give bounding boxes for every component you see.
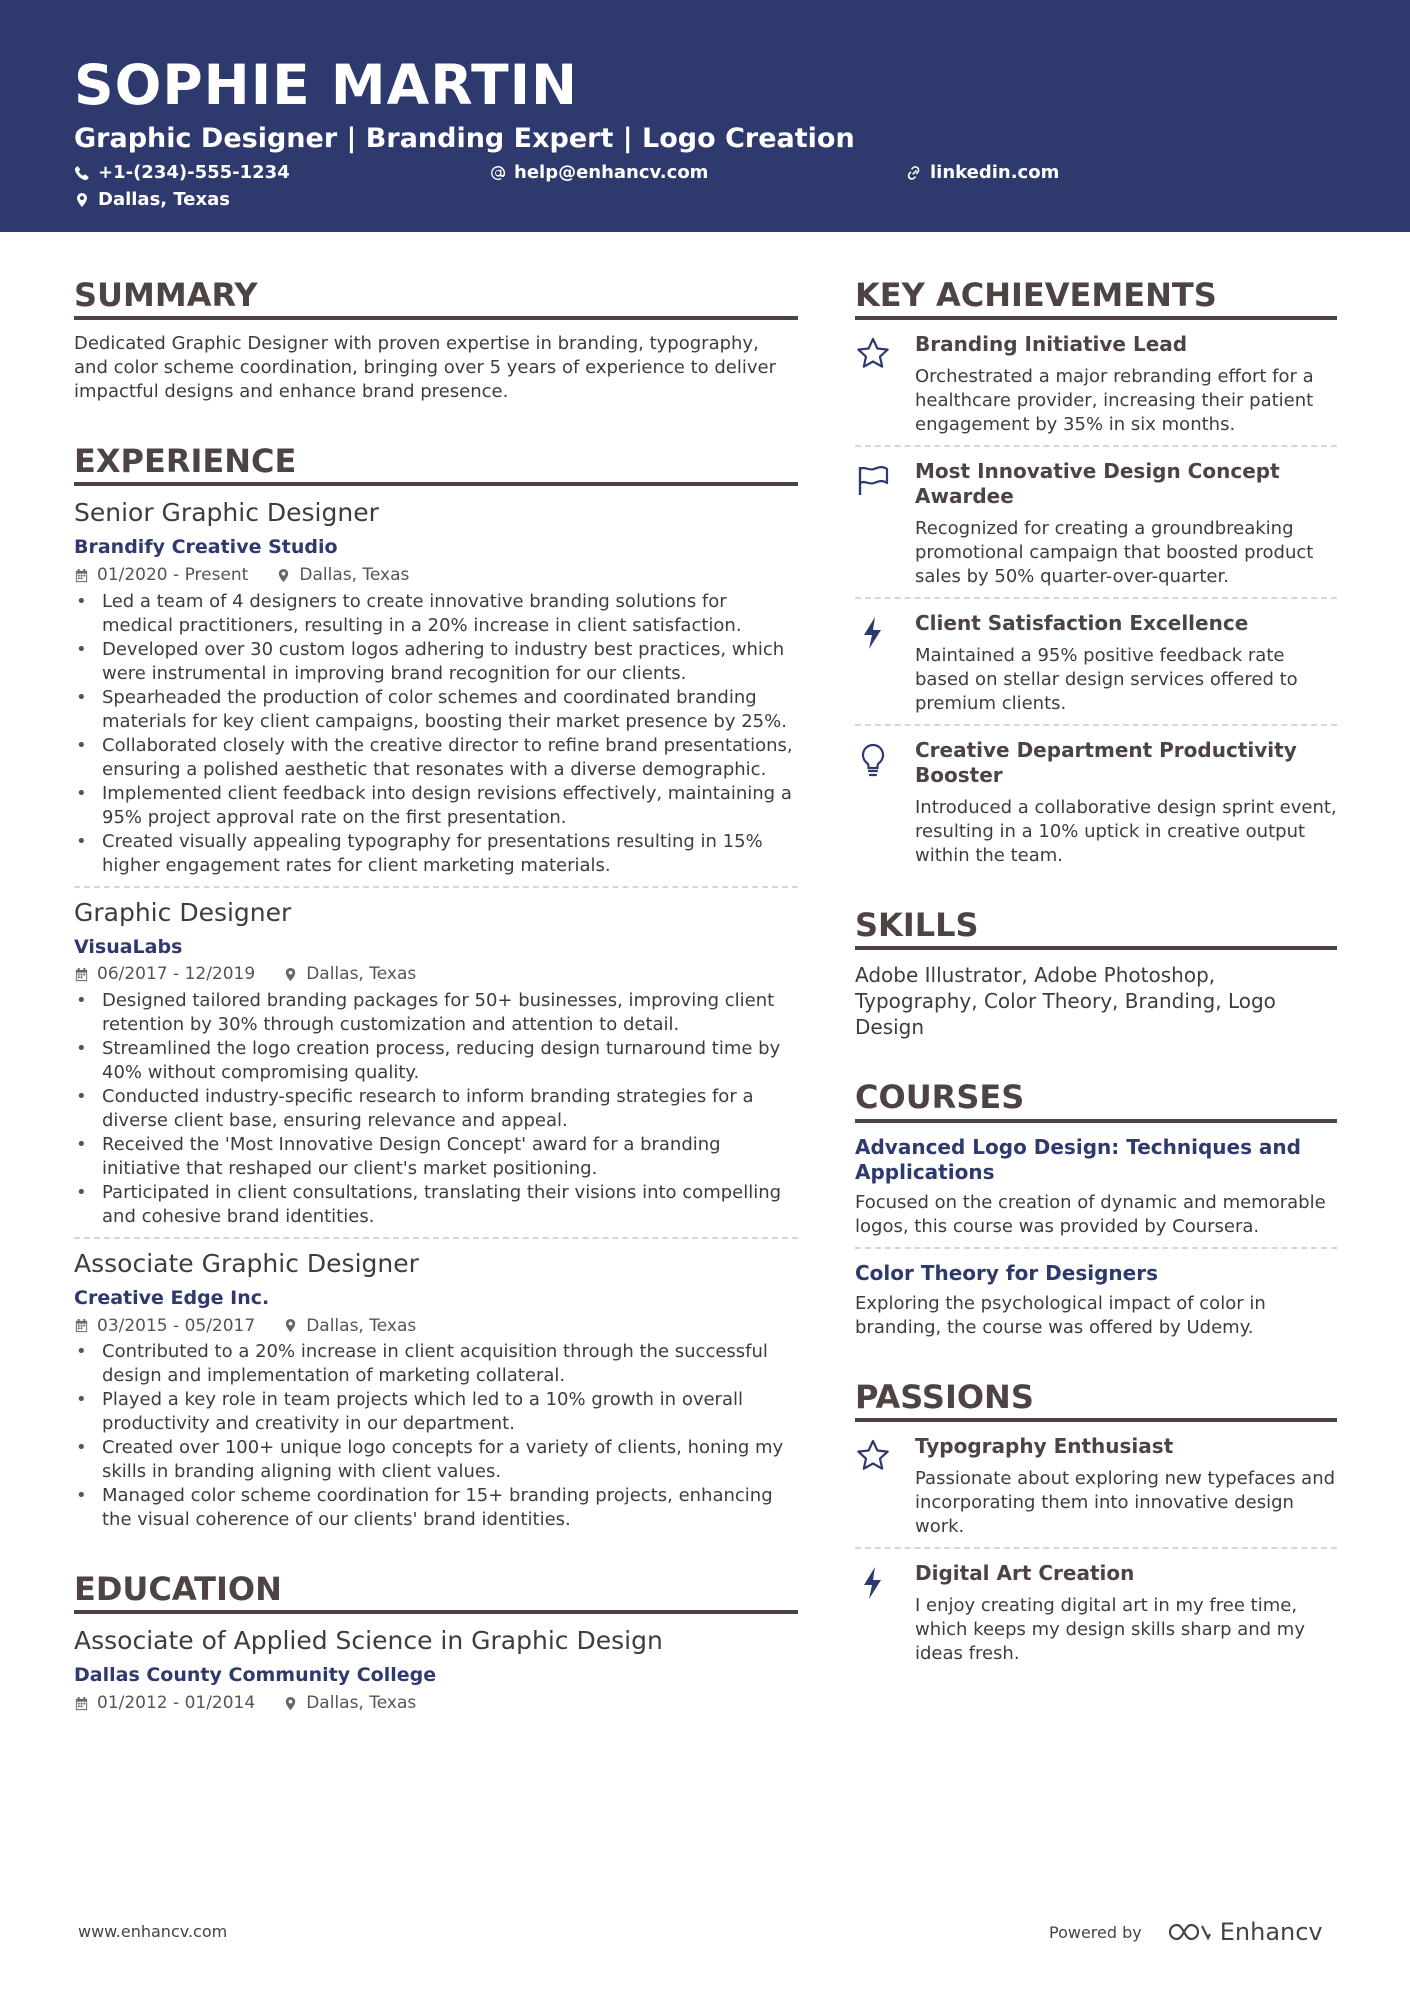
lightning-icon [855, 611, 897, 716]
bullet-item: • Developed over 30 custom logos adhering to industry best practices, which were instrumental in improving brand recognition for our clients. [74, 638, 798, 686]
job-meta [74, 565, 798, 585]
courses-section [855, 1080, 1337, 1339]
passion-desc: Passionate about exploring new typefaces and incorporating them into innovative design work. [915, 1467, 1336, 1537]
contact-link[interactable] [906, 164, 1059, 182]
experience-section [74, 444, 798, 1532]
bullet-item: • Streamlined the logo creation process, reducing design turnaround time by 40% without compromising quality. [74, 1037, 798, 1085]
entry-divider [855, 724, 1337, 726]
entry-divider [855, 445, 1337, 447]
left-column [74, 278, 798, 1717]
job-bullets [74, 989, 798, 1229]
location-pin-icon [276, 568, 291, 583]
job-dates [74, 964, 255, 984]
footer-brand [1049, 1918, 1323, 1946]
summary-section [74, 278, 798, 404]
job-location-text: Dallas, Texas [306, 964, 417, 985]
footer-website[interactable]: www.enhancv.com [78, 1922, 228, 1941]
bullet-item: • Contributed to a 20% increase in client acquisition through the successful design and implementation of marketing collateral. [74, 1340, 798, 1388]
company-name: VisuaLabs [74, 935, 183, 958]
job-location [276, 565, 409, 585]
resume-header [0, 0, 1410, 232]
job-location-text: Dallas, Texas [299, 565, 410, 586]
job-location-text: Dallas, Texas [306, 1315, 417, 1336]
experience-entry [74, 498, 798, 877]
section-title-experience: EXPERIENCE [74, 444, 798, 486]
achievement-item [855, 738, 1337, 868]
bullet-item: • Received the 'Most Innovative Design Concept' award for a branding initiative that reshaped our client's market positioning. [74, 1133, 798, 1181]
location-text: Dallas, Texas [98, 189, 230, 210]
bullet-item: • Participated in client consultations, translating their visions into compelling and cohesive brand identities. [74, 1181, 798, 1229]
achievement-item [855, 611, 1337, 716]
star-icon [855, 1434, 897, 1539]
company-name: Creative Edge Inc. [74, 1286, 270, 1309]
job-location [283, 1316, 416, 1336]
course-title: Color Theory for Designers [855, 1260, 1158, 1285]
flag-icon [855, 459, 897, 589]
location-pin-icon [74, 192, 90, 208]
email-text: help@enhancv.com [514, 162, 709, 183]
section-title-achievements: KEY ACHIEVEMENTS [855, 278, 1337, 320]
passion-title: Digital Art Creation [915, 1560, 1135, 1585]
at-icon [490, 165, 506, 181]
contact-phone[interactable] [74, 164, 290, 182]
bullet-item: • Created visually appealing typography for presentations resulting in 15% higher engagement rates for client marketing materials. [74, 830, 798, 878]
degree-title: Associate of Applied Science in Graphic Design [74, 1626, 663, 1656]
brand-logo[interactable] [1166, 1918, 1323, 1946]
bullet-item: • Spearheaded the production of color schemes and coordinated branding materials for key client campaigns, boosting their market presence by 25%. [74, 686, 798, 734]
company-name: Brandify Creative Studio [74, 536, 338, 559]
summary-text: Dedicated Graphic Designer with proven expertise in branding, typography, and color scheme coordination, bringing over 5 years of experience to deliver impactful designs and enhance brand presence. [74, 333, 776, 403]
job-dates-text: 06/2017 - 12/2019 [97, 964, 256, 985]
location-pin-icon [283, 1696, 298, 1711]
job-bullets [74, 1340, 798, 1532]
bullet-item: • Conducted industry-specific research to inform branding strategies for a diverse client base, ensuring relevance and appeal. [74, 1085, 798, 1133]
entry-divider [74, 886, 798, 888]
achievement-title: Branding Initiative Lead [915, 332, 1188, 357]
job-location [283, 964, 416, 984]
job-title: Senior Graphic Designer [74, 498, 379, 528]
candidate-headline: Graphic Designer | Branding Expert | Logo Creation [74, 123, 855, 154]
education-location [283, 1693, 416, 1713]
bullet-item: • Designed tailored branding packages for 50+ businesses, improving client retention by 30% through customization and attention to detail. [74, 989, 798, 1037]
enhancv-logo-icon [1166, 1920, 1212, 1944]
achievement-item [855, 332, 1337, 437]
education-meta [74, 1693, 798, 1713]
achievement-item [855, 459, 1337, 589]
education-section [74, 1569, 798, 1713]
skills-section [855, 908, 1337, 1040]
achievement-desc: Maintained a 95% positive feedback rate based on stellar design services offered to premium clients. [915, 645, 1298, 715]
calendar-icon [74, 967, 89, 982]
link-icon [906, 165, 922, 181]
achievement-title: Creative Department Productivity Booster [915, 738, 1297, 788]
section-title-courses: COURSES [855, 1080, 1337, 1122]
star-icon [855, 332, 897, 437]
contact-location [74, 191, 230, 209]
job-dates [74, 565, 248, 585]
location-pin-icon [283, 967, 298, 982]
lightbulb-icon [855, 738, 897, 868]
right-column [855, 278, 1337, 1666]
passion-title: Typography Enthusiast [915, 1433, 1174, 1458]
calendar-icon [74, 1696, 89, 1711]
course-item [855, 1261, 1337, 1340]
course-desc: Focused on the creation of dynamic and memorable logos, this course was provided by Coursera. [855, 1191, 1326, 1237]
location-pin-icon [283, 1318, 298, 1333]
entry-divider [74, 1237, 798, 1239]
section-title-education: EDUCATION [74, 1572, 798, 1614]
skills-text: Adobe Illustrator, Adobe Photoshop, Typography, Color Theory, Branding, Logo Design [855, 963, 1276, 1040]
achievement-title: Most Innovative Design Concept Awardee [915, 459, 1280, 509]
passion-item [855, 1434, 1337, 1539]
education-dates [74, 1693, 255, 1713]
section-title-summary: SUMMARY [74, 278, 798, 320]
section-title-passions: PASSIONS [855, 1380, 1337, 1422]
job-title: Associate Graphic Designer [74, 1248, 419, 1278]
achievements-section [855, 278, 1337, 868]
school-name: Dallas County Community College [74, 1664, 437, 1687]
phone-text: +1-(234)-555-1234 [98, 162, 290, 183]
job-title: Graphic Designer [74, 897, 292, 927]
bullet-item: • Played a key role in team projects which led to a 10% growth in overall productivity and creativity in our department. [74, 1388, 798, 1436]
lightning-icon [855, 1561, 897, 1666]
calendar-icon [74, 1318, 89, 1333]
job-bullets [74, 590, 798, 878]
entry-divider [855, 1247, 1337, 1249]
section-title-skills: SKILLS [855, 908, 1337, 950]
candidate-name: SOPHIE MARTIN [74, 53, 579, 117]
bullet-item: • Led a team of 4 designers to create innovative branding solutions for medical practitioners, resulting in a 20% increase in client satisfaction. [74, 590, 798, 638]
entry-divider [855, 597, 1337, 599]
bullet-item: • Collaborated closely with the creative director to refine brand presentations, ensuring a polished aesthetic that resonates with a diverse demographic. [74, 734, 798, 782]
achievement-desc: Orchestrated a major rebranding effort for a healthcare provider, increasing their patient engagement by 35% in six months. [915, 366, 1314, 436]
phone-icon [74, 165, 90, 181]
bullet-item: • Implemented client feedback into design revisions effectively, maintaining a 95% project approval rate on the first presentation. [74, 782, 798, 830]
passion-desc: I enjoy creating digital art in my free time, which keeps my design skills sharp and my ideas fresh. [915, 1594, 1305, 1664]
achievement-title: Client Satisfaction Excellence [915, 611, 1249, 636]
bullet-item: • Created over 100+ unique logo concepts for a variety of clients, honing my skills in branding aligning with client values. [74, 1436, 798, 1484]
contact-email[interactable] [490, 164, 708, 182]
passions-section [855, 1377, 1337, 1666]
job-dates-text: 01/2020 - Present [97, 565, 249, 586]
experience-entry [74, 1249, 798, 1532]
job-meta [74, 964, 798, 984]
calendar-icon [74, 568, 89, 583]
job-meta [74, 1316, 798, 1336]
entry-divider [855, 1547, 1337, 1549]
achievement-desc: Introduced a collaborative design sprint event, resulting in a 10% uptick in creative output within the team. [915, 797, 1337, 867]
powered-by-text: Powered by [1049, 1922, 1142, 1942]
experience-entry [74, 898, 798, 1229]
job-dates-text: 03/2015 - 05/2017 [97, 1315, 256, 1336]
education-dates-text: 01/2012 - 01/2014 [97, 1692, 256, 1713]
achievement-desc: Recognized for creating a groundbreaking promotional campaign that boosted product sales by 50% quarter-over-quarter. [915, 518, 1314, 588]
course-desc: Exploring the psychological impact of color in branding, the course was offered by Udemy. [855, 1292, 1266, 1338]
education-location-text: Dallas, Texas [306, 1692, 417, 1713]
link-text: linkedin.com [930, 162, 1060, 183]
course-title: Advanced Logo Design: Techniques and Applications [855, 1134, 1301, 1184]
course-item [855, 1135, 1337, 1239]
bullet-item: • Managed color scheme coordination for 15+ branding projects, enhancing the visual coherence of our clients' brand identities. [74, 1484, 798, 1532]
brand-name: Enhancv [1219, 1918, 1323, 1946]
job-dates [74, 1316, 255, 1336]
passion-item [855, 1561, 1337, 1666]
